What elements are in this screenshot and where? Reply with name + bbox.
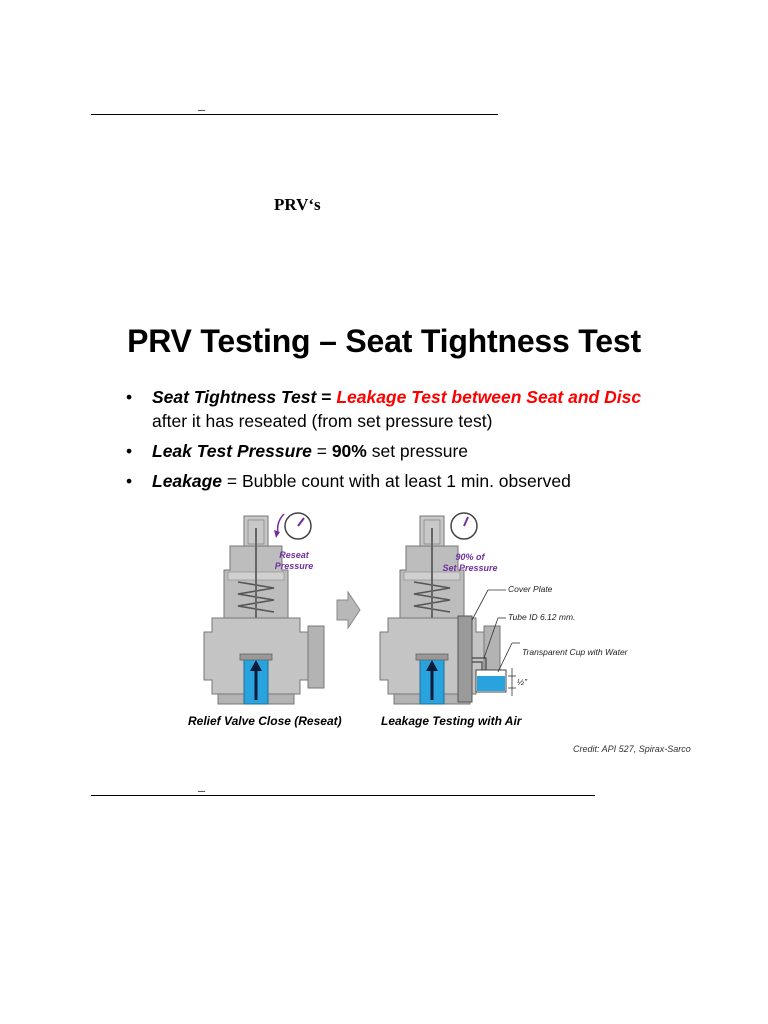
set-pressure-gauge-icon [451, 513, 477, 539]
bottom-rule [91, 795, 595, 796]
bullet-equals: = [222, 471, 242, 491]
bullet-list [124, 385, 684, 499]
bullet-leak-test-pressure [124, 439, 684, 463]
bullet-term: Leak Test Pressure [152, 441, 312, 461]
bullet-seat-tightness [124, 385, 684, 433]
annotation-depth: ½” [517, 677, 527, 687]
annotation-cover-plate: Cover Plate [508, 584, 553, 594]
right-gauge-label-2: Set Pressure [442, 563, 498, 573]
bullet-dot: • [126, 387, 133, 407]
annotation-tube: Tube ID 6.12 mm. [508, 612, 576, 622]
bullet-equals: = [316, 387, 337, 407]
bullet-term: Seat Tightness Test [152, 387, 317, 407]
slide-title: PRV Testing – Seat Tightness Test [127, 323, 641, 359]
reseat-gauge-icon [274, 513, 311, 539]
bottom-dash-mark: _ [198, 779, 205, 794]
right-gauge-label-1: 90% of [455, 552, 485, 562]
bullet-bold-value: 90% [331, 441, 367, 461]
bullet-leakage [124, 469, 684, 493]
bullet-dot: • [126, 441, 133, 461]
caption-relief-valve-close: Relief Valve Close (Reseat) [188, 714, 342, 728]
top-rule [91, 114, 498, 115]
valve-diagram [180, 508, 660, 708]
bullet-continuation: after it has reseated (from set pressure test) [152, 411, 493, 431]
bullet-term: Leakage [152, 471, 223, 491]
annotation-cup: Transparent Cup with Water [522, 647, 628, 657]
bullet-rest: Bubble count with at least 1 min. observed [242, 471, 571, 491]
bullet-highlight: Leakage Test between Seat and Disc [336, 387, 642, 407]
caption-leakage-testing: Leakage Testing with Air [381, 714, 522, 728]
bullet-dot: • [126, 471, 133, 491]
section-heading: PRV‘s [274, 195, 321, 214]
left-gauge-label-2: Pressure [274, 561, 314, 571]
credit-line: Credit: API 527, Spirax-Sarco [573, 744, 691, 754]
bullet-rest: set pressure [366, 441, 468, 461]
top-dash-mark: _ [198, 98, 205, 113]
arrow-right-icon [337, 592, 360, 628]
bullet-equals: = [311, 441, 332, 461]
left-gauge-label-1: Reseat [279, 550, 309, 560]
